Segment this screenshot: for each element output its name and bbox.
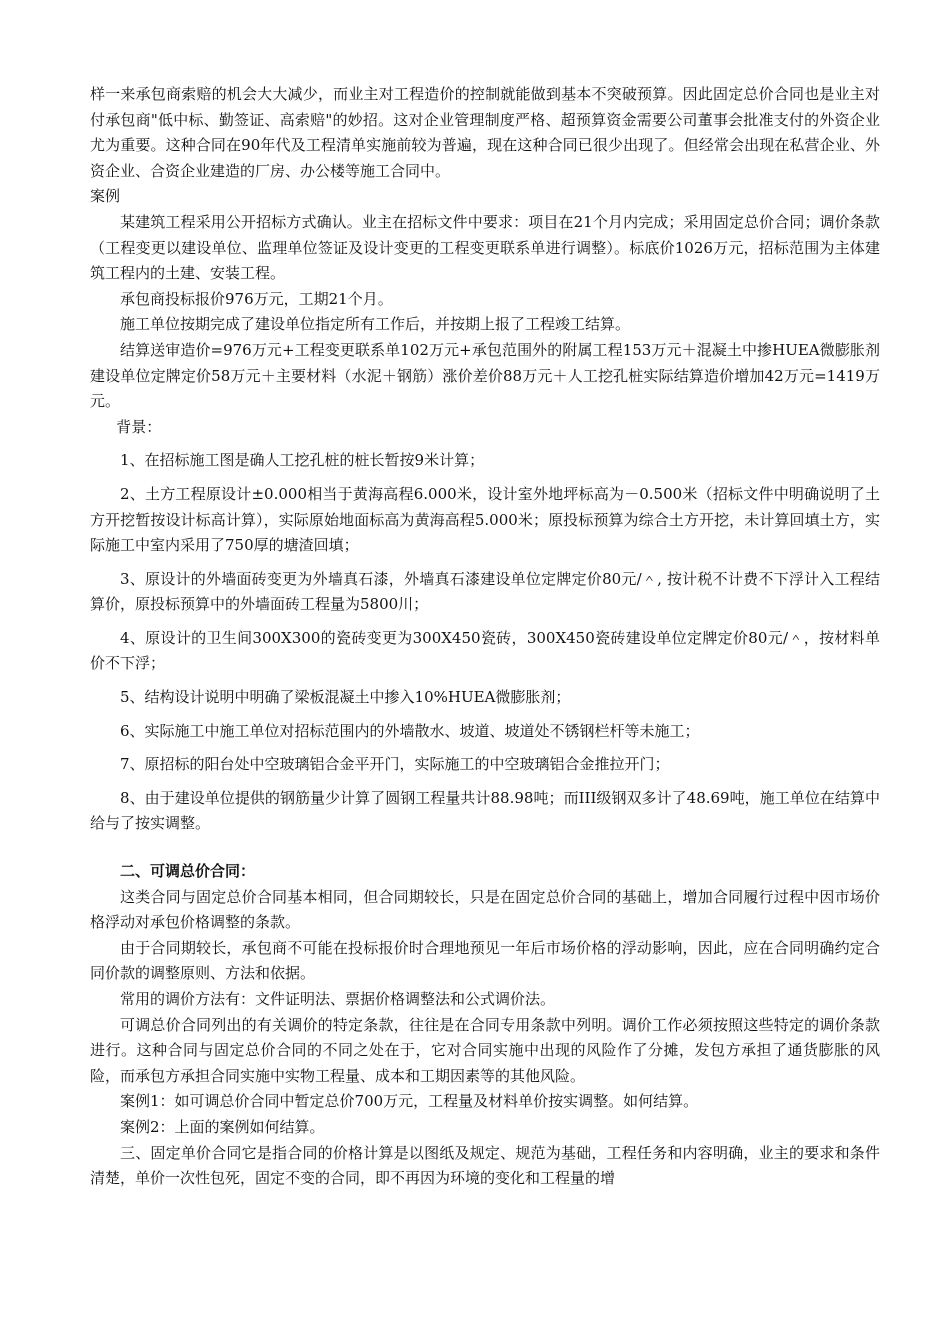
paragraph-case-description: 某建筑工程采用公开招标方式确认。业主在招标文件中要求：项目在21个月内完成；采用固定总价合同；调价条款（工程变更以建设单位、监理单位签证及设计变更的工程变更联系单进行调整）。标底价1026万元，招标范围为主体建筑工程内的土建、安装工程。	[90, 212, 880, 283]
paragraph-case-1: 案例1：如可调总价合同中暂定总价700万元，工程量及材料单价按实调整。如何结算。	[120, 1092, 699, 1111]
background-item-8: 8、由于建设单位提供的钢筋量少计算了圆钢工程量共计88.98吨；而III级钢双多计了48.69吨，施工单位在结算中给与了按实调整。	[90, 788, 880, 833]
background-item-4: 4、原设计的卫生间300X300的瓷砖变更为300X450瓷砖，300X450瓷砖建设单位定牌定价80元/＾，按材料单价不下浮；	[90, 628, 880, 673]
paragraph-settlement: 结算送审造价=976万元+工程变更联系单102万元+承包范围外的附属工程153万元＋混凝土中掺HUEA微膨胀剂建设单位定牌定价58万元＋主要材料（水泥＋钢筋）涨价差价88万元＋人工挖孔桩实际结算造价增加42万元=1419万元。	[90, 340, 880, 411]
paragraph-fixed-unit-price: 三、固定单价合同它是指合同的价格计算是以图纸及规定、规范为基础，工程任务和内容明确，业主的要求和条件清楚，单价一次性包死，固定不变的合同，即不再因为环境的变化和工程量的增	[90, 1143, 880, 1188]
background-item-7: 7、原招标的阳台处中空玻璃铝合金平开门，实际施工的中空玻璃铝合金推拉开门；	[120, 755, 670, 774]
background-item-3: 3、原设计的外墙面砖变更为外墙真石漆，外墙真石漆建设单位定牌定价80元/＾, 按计税不计费不下浮计入工程结算价，原投标预算中的外墙面砖工程量为5800川；	[90, 569, 880, 614]
paragraph-adjustable-definition: 这类合同与固定总价合同基本相同，但合同期较长，只是在固定总价合同的基础上，增加合同履行过程中因市场价格浮动对承包价格调整的条款。	[90, 887, 880, 932]
paragraph-adjustable-reason: 由于合同期较长，承包商不可能在投标报价时合理地预见一年后市场价格的浮动影响，因此，应在合同明确约定合同价款的调整原则、方法和依据。	[90, 938, 880, 983]
paragraph-adjustment-terms: 可调总价合同列出的有关调价的特定条款，往往是在合同专用条款中列明。调价工作必须按照这些特定的调价条款进行。这种合同与固定总价合同的不同之处在于，它对合同实施中出现的风险作了分摊，发包方承担了通货膨胀的风险，而承包方承担合同实施中实物工程量、成本和工期因素等的其他风险。	[90, 1015, 880, 1085]
background-item-2: 2、土方工程原设计±0.000相当于黄海高程6.000米，设计室外地坪标高为－0.500米（招标文件中明确说明了土方开挖暂按设计标高计算），实际原始地面标高为黄海高程5.000米；原投标预算为综合土方开挖，未计算回填土方，实际施工中室内采用了750厚的塘渣回填；	[90, 484, 880, 555]
paragraph-completion: 施工单位按期完成了建设单位指定所有工作后，并按期上报了工程竣工结算。	[120, 315, 631, 334]
heading-background: 背景：	[116, 417, 162, 436]
background-item-1: 1、在招标施工图是确人工挖孔桩的桩长暂按9米计算；	[120, 451, 485, 470]
paragraph-intro: 样一来承包商索赔的机会大大减少，而业主对工程造价的控制就能做到基本不突破预算。因此固定总价合同也是业主对付承包商"低中标、勤签证、高索赔"的妙招。这对企业管理制度严格、超预算资金需要公司董事会批准支付的外资企业尤为重要。这种合同在90年代及工程清单实施前较为普遍，现在这种合同已很少出现了。但经常会出现在私营企业、外资企业、合资企业建造的厂房、办公楼等施工合同中。	[90, 85, 880, 180]
background-item-5: 5、结构设计说明中明确了梁板混凝土中掺入10%HUEA微膨胀剂；	[120, 688, 571, 707]
document-page	[90, 82, 880, 1192]
heading-case: 案例	[90, 187, 121, 206]
paragraph-adjustment-methods: 常用的调价方法有：文件证明法、票据价格调整法和公式调价法。	[120, 990, 556, 1008]
section-heading-adjustable-total-price: 二、可调总价合同：	[120, 862, 256, 881]
paragraph-bid-price: 承包商投标报价976万元，工期21个月。	[120, 289, 393, 308]
paragraph-case-2: 案例2：上面的案例如何结算。	[120, 1117, 325, 1136]
background-item-6: 6、实际施工中施工单位对招标范围内的外墙散水、坡道、坡道处不锈钢栏杆等未施工；	[120, 721, 700, 740]
